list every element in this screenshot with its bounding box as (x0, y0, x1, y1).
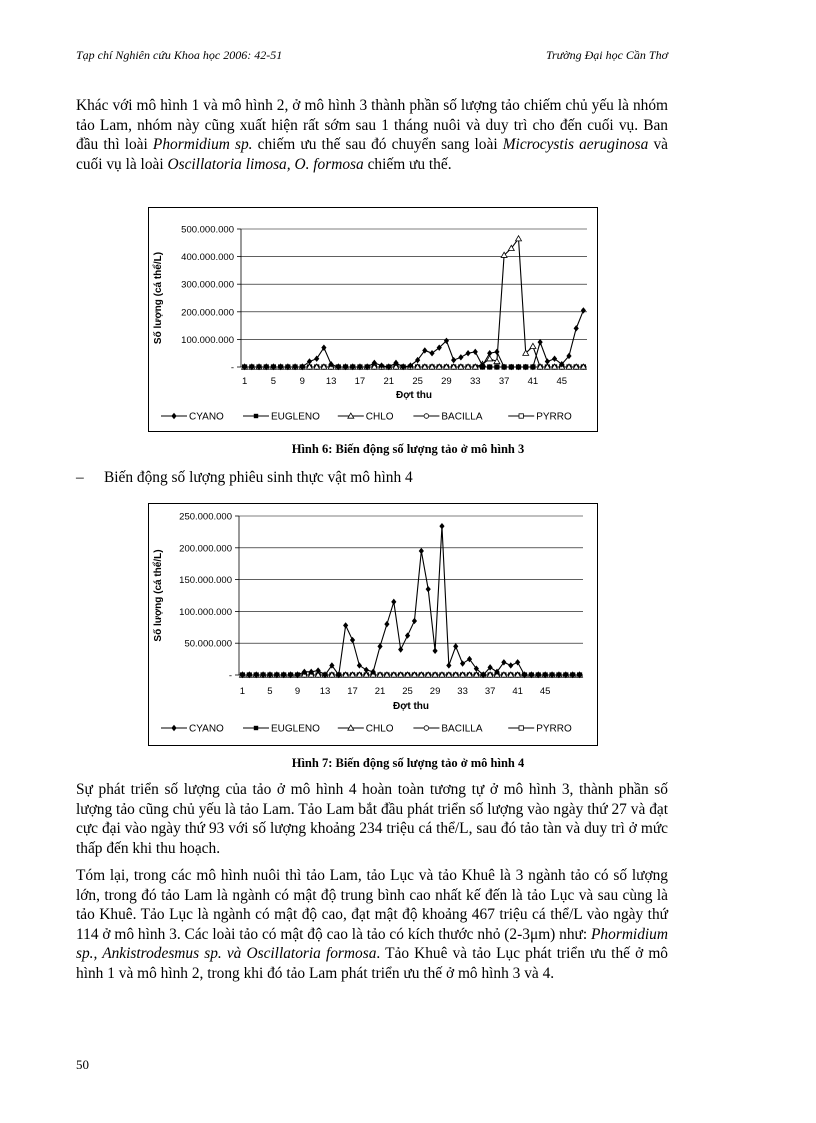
data-point (391, 599, 396, 605)
data-point (581, 307, 586, 313)
legend-marker (171, 725, 176, 731)
data-point (473, 349, 478, 355)
legend (161, 724, 572, 735)
series-line (245, 310, 584, 367)
data-point (350, 637, 355, 643)
data-point (453, 643, 458, 649)
paragraph-text: Tóm lại, trong các mô hình nuôi thì tảo Lam, tảo Lục và tảo Khuê là 3 ngành tảo có số lượng lớn, trong đó tảo Lam là ngành có mật độ trung bình cao nhất kế đến là tảo Lục và sau cùng là tảo Khuê. Tảo Lục là ngành có mật độ cao, đạt mật độ khoảng 467 triệu cá thể/L vào ngày thứ 114 ở mô hình 3. Các loài tảo có mật độ cao là tảo có kích thước nhỏ (2-3μm) như: (76, 867, 668, 943)
y-tick-label: 200.000.000 (179, 543, 232, 555)
y-tick-label: 50.000.000 (184, 638, 232, 650)
data-point (487, 365, 491, 369)
x-tick-label: 1 (239, 686, 246, 697)
legend-label: PYRRO (536, 411, 572, 423)
legend-label: CHLO (365, 723, 394, 735)
paragraph-text: . Tảo Khuê và tảo Lục phát triển ưu thế ở mô hình 1 và mô hình 2, trong khi đó tảo Lam phát triển ưu thế ở mô hình 3 và 4. (76, 945, 668, 982)
data-point (429, 350, 434, 356)
y-tick-label: 150.000.000 (179, 575, 232, 587)
data-point (364, 667, 369, 673)
data-point (545, 358, 550, 364)
data-point (412, 618, 417, 624)
data-point (530, 343, 536, 348)
x-tick-label: 37 (498, 376, 510, 387)
x-tick-label: 25 (412, 376, 423, 387)
data-point (494, 349, 499, 355)
data-point (398, 646, 403, 652)
legend (161, 412, 572, 423)
legend-marker (424, 726, 429, 731)
data-point (508, 662, 513, 668)
x-tick-label: 33 (469, 376, 481, 387)
species-name: Phormidium sp. (152, 136, 253, 154)
data-point (432, 648, 437, 654)
species-name: Microcystis aeruginosa (502, 136, 649, 154)
data-point (460, 660, 465, 666)
x-tick-label: 41 (527, 376, 539, 387)
bullet-dash: – (76, 469, 84, 486)
x-tick-label: 1 (241, 376, 248, 387)
paragraph-model4: Sự phát triển số lượng của tảo ở mô hình 4 hoàn toàn tương tự ở mô hình 3, thành phần số lượng tảo cũng chủ yếu là tảo Lam. Tảo Lam bắt đầu phát triển số lượng vào ngày thứ 27 và đạt cực đại vào ngày thứ 93 với số lượng khoảng 234 triệu cá thể/L, sau đó tảo tàn và duy trì ở mức thấp đến khi thu hoạch. (76, 781, 668, 857)
x-tick-label: 5 (267, 686, 273, 697)
x-tick-label: 21 (374, 686, 386, 697)
x-tick-label: 17 (347, 686, 358, 697)
legend-marker (254, 726, 258, 730)
series-cyano (240, 523, 582, 678)
data-point (552, 356, 557, 362)
figure-6-caption: Hình 6: Biến động số lượng tảo ở mô hình 3 (291, 442, 525, 456)
data-point (405, 632, 410, 638)
figure-7-chart (148, 503, 598, 746)
y-axis-label: Số lượng (cá thể/L) (153, 251, 164, 345)
y-tick-label: - (230, 362, 234, 374)
paragraph-text: Khác với mô hình 1 và mô hình 2, ở mô hình 3 thành phần số lượng tảo chiếm chủ yếu là nhóm tảo Lam, nhóm này cũng xuất hiện rất sớm sau 1 tháng nuôi và duy trì cho đến cuối vụ. Ban đầu thì loài (76, 97, 668, 154)
x-tick-label: 37 (484, 686, 496, 697)
x-tick-label: 9 (299, 376, 305, 387)
x-tick-label: 17 (354, 376, 366, 387)
data-point (384, 621, 389, 627)
data-point (451, 357, 456, 363)
data-point (458, 354, 463, 360)
y-tick-label: 500.000.000 (181, 224, 234, 236)
y-tick-label: 400.000.000 (181, 252, 234, 264)
data-point (516, 236, 522, 241)
legend-label: EUGLENO (271, 411, 320, 423)
legend-label: BACILLA (441, 411, 483, 423)
y-tick-label: 250.000.000 (179, 511, 232, 523)
x-axis-label: Đợt thu (393, 701, 429, 712)
x-tick-label: 13 (319, 686, 331, 697)
page-number: 50 (76, 1057, 89, 1072)
legend-label: CYANO (189, 723, 224, 735)
journal-header: Tạp chí Nghiên cứu Khoa học 2006: 42-51 (76, 48, 283, 62)
university-header: Trường Đại học Cần Thơ (545, 48, 668, 62)
legend-label: EUGLENO (271, 723, 320, 735)
data-point (446, 662, 451, 668)
data-point (439, 523, 444, 529)
y-tick-label: - (228, 670, 232, 682)
x-tick-label: 41 (512, 686, 523, 697)
bullet-text: Biến động số lượng phiêu sinh thực vật mô hình 4 (104, 469, 413, 486)
x-tick-label: 33 (457, 686, 468, 697)
data-point (426, 586, 431, 592)
x-tick-label: 45 (556, 376, 568, 387)
x-tick-label: 29 (441, 376, 452, 387)
section-bullet (76, 469, 413, 487)
paragraph-model3 (76, 96, 668, 174)
data-point (538, 339, 543, 345)
figure-7-caption: Hình 7: Biến động số lượng tảo ở mô hình 4 (291, 756, 525, 770)
legend-marker (424, 414, 429, 419)
x-tick-label: 45 (539, 686, 551, 697)
x-tick-label: 9 (294, 686, 301, 697)
x-tick-label: 29 (429, 686, 441, 697)
species-name: Oscillatoria limosa, O. formosa (167, 155, 364, 173)
legend-marker (254, 414, 258, 418)
legend-label: CYANO (189, 411, 224, 423)
series-cyano (242, 307, 586, 370)
data-point (377, 643, 382, 649)
data-point (357, 662, 362, 668)
paragraph-text: và cuối vụ là loài (76, 136, 669, 173)
y-tick-label: 200.000.000 (181, 307, 234, 319)
x-tick-label: 5 (270, 376, 277, 387)
x-tick-label: 25 (402, 686, 413, 697)
paragraph-text: chiếm ưu thế sau đó chuyển sang loài (252, 136, 503, 154)
data-point (307, 358, 312, 364)
chart-svg (149, 504, 597, 745)
legend-marker (171, 413, 176, 419)
x-tick-label: 13 (325, 376, 337, 387)
x-axis-label: Đợt thu (396, 390, 432, 401)
paragraph-summary (76, 866, 668, 984)
legend-marker (519, 726, 523, 730)
data-point (343, 622, 348, 628)
legend-marker (519, 414, 523, 418)
paragraph-text: chiếm ưu thế. (363, 155, 452, 173)
x-tick-label: 21 (383, 376, 395, 387)
y-tick-label: 300.000.000 (181, 279, 234, 291)
data-point (465, 350, 470, 356)
series-chlo (242, 236, 587, 370)
y-tick-label: 100.000.000 (179, 606, 232, 618)
data-point (495, 365, 499, 369)
data-point (574, 325, 579, 331)
legend-label: BACILLA (441, 723, 483, 735)
y-axis-label: Số lượng (cá thể/L) (153, 549, 164, 642)
data-point (419, 548, 424, 554)
legend-label: CHLO (365, 411, 394, 423)
legend-label: PYRRO (536, 723, 572, 735)
chart-svg (149, 208, 597, 431)
y-tick-label: 100.000.000 (181, 334, 234, 346)
series-line (242, 526, 579, 675)
figure-6-chart (148, 207, 598, 432)
species-name: Phormidium sp., Ankistrodesmus sp. và Oscillatoria formosa (76, 925, 668, 963)
